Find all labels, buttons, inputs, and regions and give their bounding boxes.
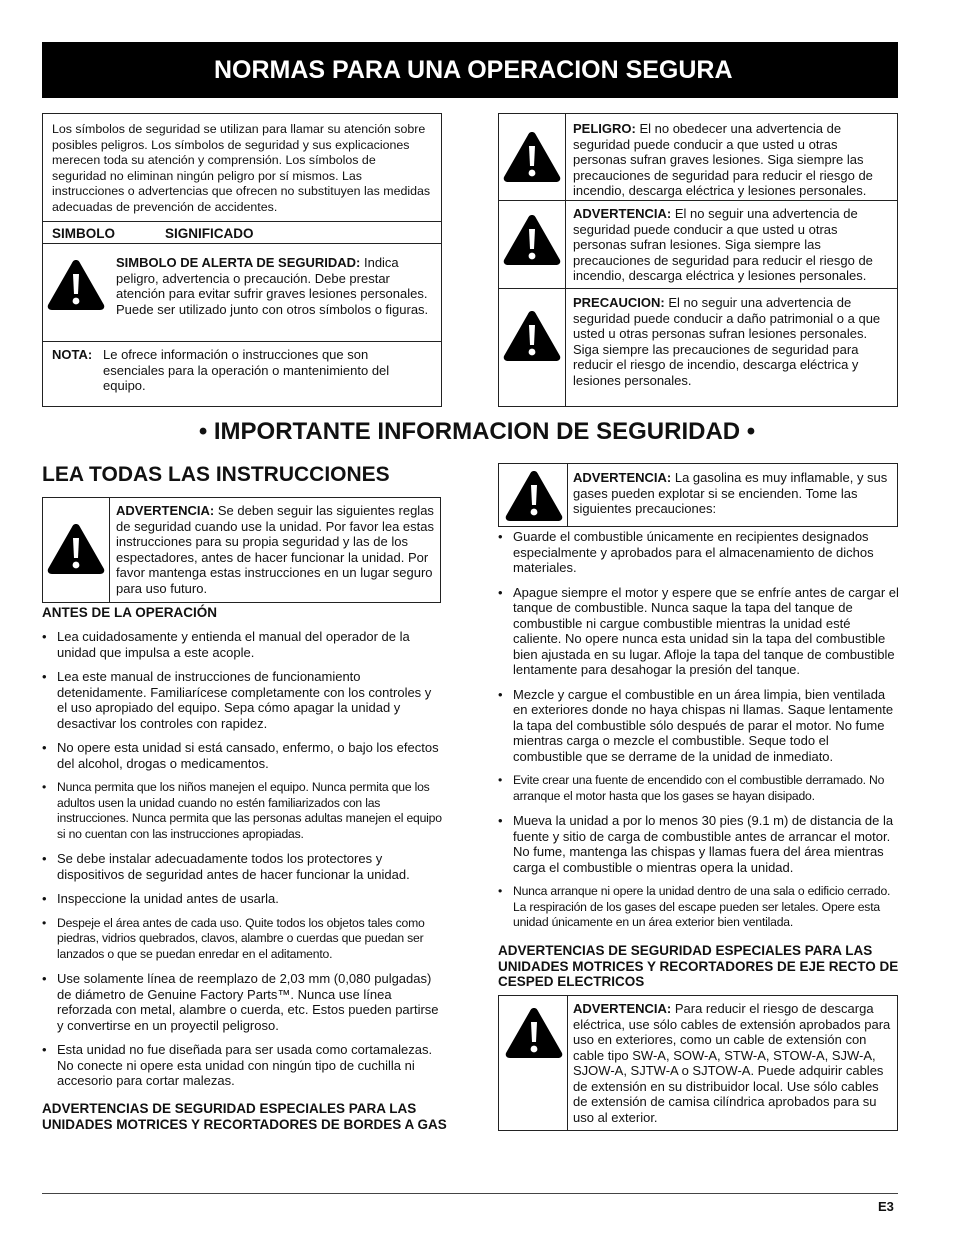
fuel-precautions-list bbox=[498, 529, 900, 940]
nota-text: Le ofrece información o instrucciones que son esenciales para la operación o mantenimiento del equipo. bbox=[103, 347, 390, 393]
gas-units-heading: ADVERTENCIAS DE SEGURIDAD ESPECIALES PARA LAS UNIDADES MOTRICES Y RECORTADORES DE BORDES A GAS bbox=[42, 1101, 447, 1132]
peligro-label: PELIGRO: bbox=[573, 121, 636, 136]
list-item: • Evite crear una fuente de encendido con el combustible derramado. No arranque el motor hasta que los gases se hayan disipado. bbox=[498, 773, 900, 804]
warning-triangle-icon bbox=[504, 469, 564, 523]
read-instructions-heading: LEA TODAS LAS INSTRUCCIONES bbox=[42, 463, 390, 486]
electric-warning-text bbox=[573, 1001, 893, 1125]
list-item: • Mezcle y cargue el combustible en un área limpia, bien ventilada en exteriores donde no haya chispas ni llamas. Saque lentamente la tapa del combustible sólo después de parar el motor. No fume mientras carga o mezcle el combustible. Seque todo el combustible que se derrame de la unidad de inmediato. bbox=[498, 687, 900, 765]
gasoline-warning-label: ADVERTENCIA: bbox=[573, 470, 672, 485]
list-item: • Lea cuidadosamente y entienda el manual del operador de la unidad que impulsa a este acople. bbox=[42, 629, 442, 660]
precaucion-label: PRECAUCION: bbox=[573, 295, 665, 310]
safety-symbols-box bbox=[42, 113, 442, 407]
electric-warning-label: ADVERTENCIA: bbox=[573, 1001, 672, 1016]
list-item: • Guarde el combustible únicamente en recipientes designados especialmente y aprobados para el almacenamiento de dichos materiales. bbox=[498, 529, 900, 576]
electric-units-heading: ADVERTENCIAS DE SEGURIDAD ESPECIALES PARA LAS UNIDADES MOTRICES Y RECORTADORES DE EJE RECTO DE CESPED ELECTRICOS bbox=[498, 943, 899, 989]
list-item: • Inspeccione la unidad antes de usarla. bbox=[42, 891, 442, 907]
page-banner-title: NORMAS PARA UNA OPERACION SEGURA bbox=[42, 42, 898, 98]
precaucion-text: El no seguir una advertencia de seguridad puede conducir a daño patrimonial o a que usted u otras personas sufran lesiones personales. Siga siempre las precauciones de seguridad para reducir el riesgo de incendio, descarga eléctrica y lesiones personales. bbox=[573, 295, 881, 388]
before-operation-list bbox=[42, 629, 442, 1098]
list-item: • Nunca arranque ni opere la unidad dentro de una sala o edificio cerrado. La respiración de los gases del escape pueden ser letales. Opere esta unidad únicamente en un área exterior bien ventilada. bbox=[498, 884, 900, 931]
warning-triangle-icon bbox=[504, 1006, 564, 1060]
advertencia-label: ADVERTENCIA: bbox=[573, 206, 672, 221]
left-warning-body: Se deben seguir las siguientes reglas de seguridad cuando use la unidad. Por favor lea estas instrucciones para su propia seguridad y las de los espectadores, antes de hacer funcionar la unidad. Por favor mantenga estas instrucciones en un lugar seguro para uso futuro. bbox=[116, 503, 434, 596]
gasoline-warning-box bbox=[498, 463, 898, 527]
gasoline-warning-body: La gasolina es muy inflamable, y sus gases pueden explotar si se encienden. Tome las siguientes precauciones: bbox=[573, 470, 888, 516]
list-item: • Mueva la unidad a por lo menos 30 pies (9.1 m) de distancia de la fuente y sitio de carga de combustible antes de arrancar el motor. No fume, mantenga las chispas y llamas fuera del área mientras carga el combustible o mientras opera la unidad. bbox=[498, 813, 900, 875]
electric-warning-box bbox=[498, 995, 898, 1131]
advertencia-text: El no seguir una advertencia de seguridad puede conducir a que usted u otras personas sufran lesiones. Siga siempre las precauciones de seguridad para reducir el riesgo de incendio, descarga eléctrica y lesiones personales. bbox=[573, 206, 873, 283]
warning-triangle-icon bbox=[502, 130, 562, 184]
section-title: • IMPORTANTE INFORMACION DE SEGURIDAD • bbox=[198, 418, 756, 445]
alert-symbol-meaning bbox=[116, 255, 432, 317]
list-item: • Se debe instalar adecuadamente todos los protectores y dispositivos de seguridad antes de hacer funcionar la unidad. bbox=[42, 851, 442, 882]
list-item: • No opere esta unidad si está cansado, enfermo, o bajo los efectos del alcohol, drogas o medicamentos. bbox=[42, 740, 442, 771]
electric-warning-body: Para reducir el riesgo de descarga eléctrica, use sólo cables de extensión aprobados para uso en exteriores, como un cable de extensión con cable tipo SW-A, SOW-A, STW-A, STOW-A, SJW-A, SJOW-A, SJTW-A o SJTOW-A. Puede adquirir cables de extensión en su distribuidor local. Use sólo cables de extensión de camisa cilíndrica aprobados para su uso al exterior. bbox=[573, 1001, 891, 1125]
intro-text: Los símbolos de seguridad se utilizan para llamar su atención sobre posibles peligros. Los símbolos de seguridad y sus explicaciones merecen toda su atención y comprensión. Los símbolos de seguridad no eliminan ningún peligro por sí mismos. Las instrucciones o advertencias que ofrecen no substituyen las medidas adecuadas de prevención de accidentes. bbox=[52, 122, 431, 214]
alert-text: Indica peligro, advertencia o precaución. Debe prestar atención para evitar sufrir graves lesiones personales. Puede ser utilizado junto con otros símbolos o figuras. bbox=[116, 255, 429, 317]
warning-triangle-icon bbox=[502, 213, 562, 267]
list-item: • Lea este manual de instrucciones de funcionamiento detenidamente. Familiarícese completamente con los controles y el uso apropiado del equipo. Sepa cómo apagar la unidad y desactivar los controles con rapidez. bbox=[42, 669, 442, 731]
left-warning-label: ADVERTENCIA: bbox=[116, 503, 215, 518]
signal-row-advertencia bbox=[573, 206, 891, 284]
nota-label: NOTA: bbox=[52, 347, 93, 362]
left-warning-box bbox=[42, 497, 441, 603]
warning-triangle-icon bbox=[502, 309, 562, 363]
column-header-symbol: SIMBOLO bbox=[52, 226, 115, 241]
signal-row-peligro bbox=[573, 121, 891, 199]
alert-label: SIMBOLO DE ALERTA DE SEGURIDAD: bbox=[116, 255, 361, 270]
list-item: • Use solamente línea de reemplazo de 2,03 mm (0,080 pulgadas) de diámetro de Genuine Factory Parts™. Nunca use línea reforzada con metal, alambre o cuerda, etc. Estos pueden partirse y convertirse en un proyectil peligroso. bbox=[42, 971, 442, 1033]
signal-words-box bbox=[498, 113, 898, 407]
warning-triangle-icon bbox=[46, 522, 106, 576]
column-header-meaning: SIGNIFICADO bbox=[165, 226, 254, 241]
footer-divider bbox=[42, 1193, 898, 1194]
list-item: • Despeje el área antes de cada uso. Quite todos los objetos tales como piedras, vidrios quebrados, clavos, alambre o cuerdas que puedan ser lanzados o que se puedan enredar en el aditamento. bbox=[42, 916, 442, 963]
peligro-text: El no obedecer una advertencia de seguridad puede conducir a que usted u otras personas sufran graves lesiones. Siga siempre las precauciones de seguridad para reducir el riesgo de incendio, descarga eléctrica y lesiones personales. bbox=[573, 121, 873, 198]
list-item: • Nunca permita que los niños manejen el equipo. Nunca permita que los adultos usen la unidad cuando no estén familiarizados con las instrucciones. Nunca permita que las personas adultas manejen el equipo si no cuentan con las instrucciones apropiadas. bbox=[42, 780, 442, 842]
page-number: E3 bbox=[878, 1199, 894, 1214]
list-item: • Apague siempre el motor y espere que se enfríe antes de cargar el tanque de combustible. Nunca saque la tapa del tanque de combustible ni cargue combustible mientras la unidad esté caliente. No opere nunca esta unidad sin la tapa del combustible bien ajustada en su lugar. Afloje la tapa del tanque de combustible lentamente para desahogar la presión del tanque. bbox=[498, 585, 900, 678]
warning-triangle-icon bbox=[46, 258, 106, 312]
signal-row-precaucion bbox=[573, 295, 891, 388]
left-warning-text bbox=[116, 503, 438, 596]
list-item: • Esta unidad no fue diseñada para ser usada como cortamalezas. No conecte ni opere esta unidad con ningún tipo de cuchilla ni accesorio para cortar malezas. bbox=[42, 1042, 442, 1089]
gasoline-warning-text bbox=[573, 470, 893, 517]
before-operation-heading: ANTES DE LA OPERACIÓN bbox=[42, 605, 218, 620]
